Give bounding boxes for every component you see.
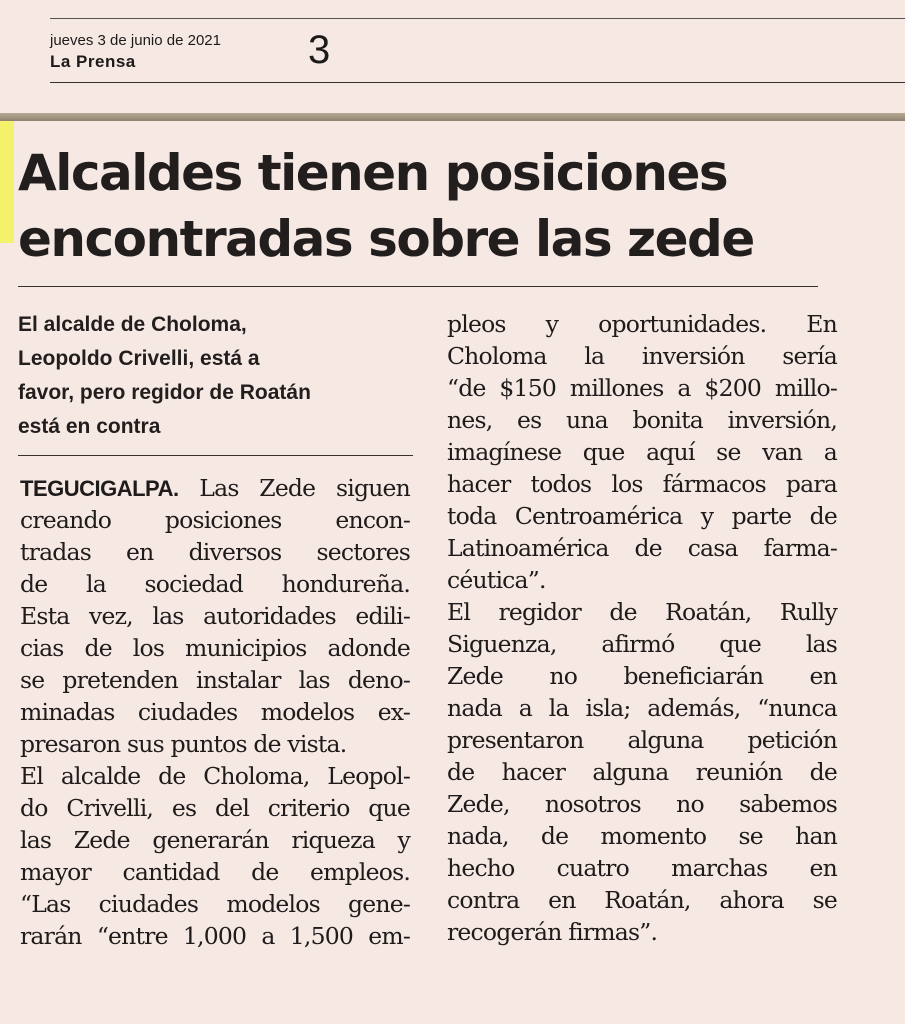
body-line: hacer todos los fármacos para bbox=[447, 470, 837, 498]
header-top-rule bbox=[50, 18, 905, 19]
body-line: TEGUCIGALPA. Las Zede siguen bbox=[20, 474, 410, 502]
body-line: Latinoamérica de casa farma- bbox=[447, 534, 837, 562]
body-line: nada a la isla; además, “nunca bbox=[447, 694, 837, 722]
body-line: céutica”. bbox=[447, 566, 546, 594]
subhead-line: está en contra bbox=[18, 415, 161, 438]
dateline: TEGUCIGALPA. bbox=[20, 476, 179, 501]
body-line: “de $150 millones a $200 millo- bbox=[447, 374, 837, 402]
body-line: Siguenza, afirmó que las bbox=[447, 630, 837, 658]
body-line: recogerán firmas”. bbox=[447, 918, 658, 946]
body-line: pleos y oportunidades. En bbox=[447, 310, 837, 338]
body-column-left bbox=[20, 472, 410, 952]
body-line: Zede no beneficiarán en bbox=[447, 662, 837, 690]
newspaper-name: La Prensa bbox=[50, 52, 136, 71]
body-line: de hacer alguna reunión de bbox=[447, 758, 837, 786]
header-bottom-rule bbox=[50, 82, 905, 83]
body-line: Zede, nosotros no sabemos bbox=[447, 790, 837, 818]
body-line: de la sociedad hondureña. bbox=[20, 570, 410, 598]
subhead-line: El alcalde de Choloma, bbox=[18, 313, 247, 336]
body-line: cias de los municipios adonde bbox=[20, 634, 410, 662]
body-line: se pretenden instalar las deno- bbox=[20, 666, 410, 694]
headline-line: encontradas sobre las zede bbox=[18, 210, 754, 268]
headline-line: Alcaldes tienen posiciones bbox=[18, 144, 728, 202]
body-line: hecho cuatro marchas en bbox=[447, 854, 837, 882]
page-header bbox=[50, 30, 905, 86]
subhead-line: Leopoldo Crivelli, está a bbox=[18, 347, 260, 370]
body-line: imagínese que aquí se van a bbox=[447, 438, 837, 466]
headline bbox=[18, 140, 898, 272]
body-line: nes, es una bonita inversión, bbox=[447, 406, 837, 434]
highlighter-mark bbox=[0, 121, 14, 243]
body-line: contra en Roatán, ahora se bbox=[447, 886, 837, 914]
page-number: 3 bbox=[308, 28, 331, 72]
subheadline bbox=[18, 308, 413, 444]
body-line: El alcalde de Choloma, Leopol- bbox=[20, 762, 410, 790]
body-line: presentaron alguna petición bbox=[447, 726, 837, 754]
body-line: toda Centroamérica y parte de bbox=[447, 502, 837, 530]
section-band bbox=[0, 113, 905, 121]
body-line: nada, de momento se han bbox=[447, 822, 837, 850]
headline-rule bbox=[18, 286, 818, 287]
subhead-line: favor, pero regidor de Roatán bbox=[18, 381, 311, 404]
body-line: El regidor de Roatán, Rully bbox=[447, 598, 837, 626]
body-line: presaron sus puntos de vista. bbox=[20, 730, 347, 758]
body-line: Choloma la inversión sería bbox=[447, 342, 837, 370]
body-line: minadas ciudades modelos ex- bbox=[20, 698, 410, 726]
body-line: las Zede generarán riqueza y bbox=[20, 826, 410, 854]
body-line: tradas en diversos sectores bbox=[20, 538, 410, 566]
body-line: creando posiciones encon- bbox=[20, 506, 410, 534]
body-line: mayor cantidad de empleos. bbox=[20, 858, 410, 886]
body-line: do Crivelli, es del criterio que bbox=[20, 794, 410, 822]
subhead-rule bbox=[18, 455, 413, 456]
body-column-right bbox=[447, 308, 837, 948]
publication-date: jueves 3 de junio de 2021 bbox=[50, 32, 221, 49]
body-line: rarán “entre 1,000 a 1,500 em- bbox=[20, 922, 410, 950]
body-line: Esta vez, las autoridades edili- bbox=[20, 602, 410, 630]
body-line: “Las ciudades modelos gene- bbox=[20, 890, 410, 918]
